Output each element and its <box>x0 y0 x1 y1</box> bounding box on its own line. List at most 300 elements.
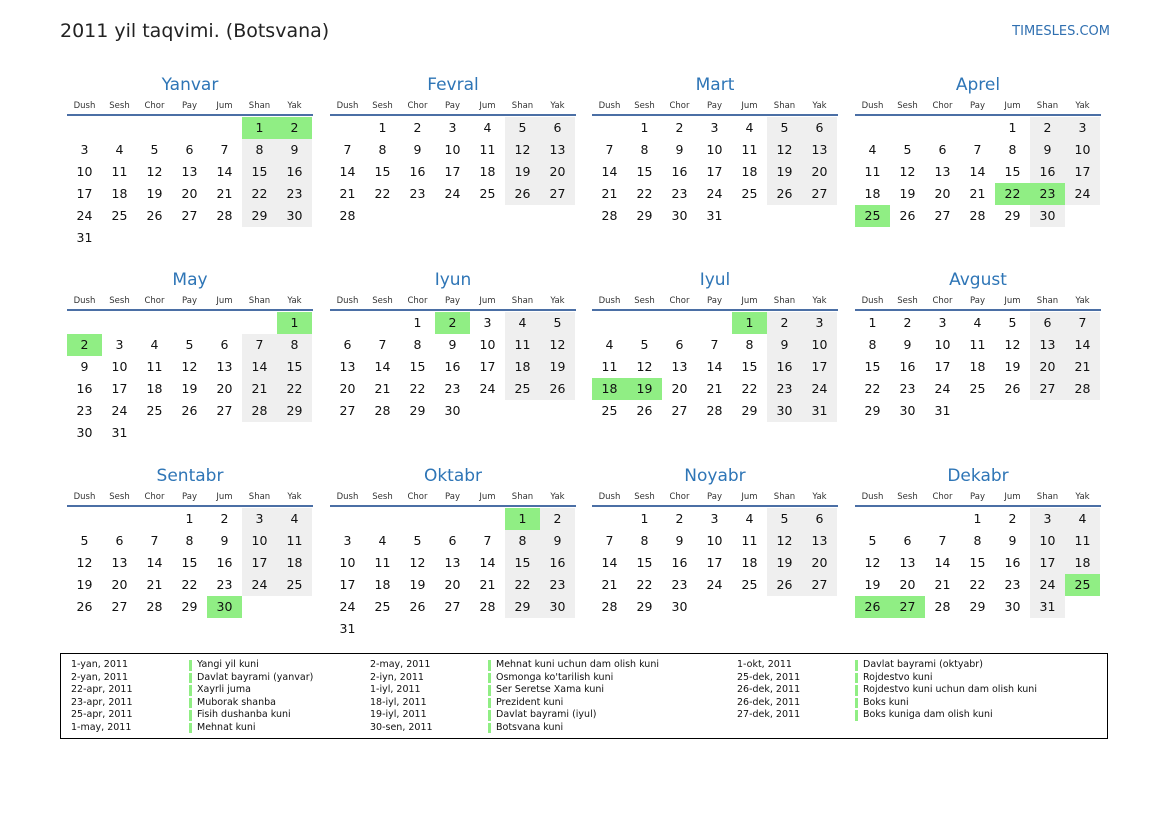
day-cell: 14 <box>339 164 356 179</box>
day-cell: 10 <box>802 334 837 356</box>
empty-cell <box>67 312 102 334</box>
day-cell: 18 <box>864 186 881 201</box>
day-cell: 23 <box>444 381 461 396</box>
day-cell: 1 <box>973 511 982 526</box>
day-cell: 22 <box>741 381 758 396</box>
day-cell: 19 <box>767 552 802 574</box>
day-cell: 28 <box>601 599 618 614</box>
weekday-header <box>592 295 838 311</box>
day-cell: 11 <box>374 555 391 570</box>
day-cell: 23 <box>1004 577 1021 592</box>
day-cell: 13 <box>802 530 837 552</box>
day-cell: 12 <box>540 334 575 356</box>
day-cell: 1 <box>378 120 387 135</box>
day-cell: 18 <box>969 359 986 374</box>
day-cell: 13 <box>111 555 128 570</box>
weekday-label: Yak <box>1075 492 1090 502</box>
weekday-header <box>330 491 576 507</box>
weekday-label: Yak <box>550 101 565 111</box>
holiday-day-cell: 1 <box>277 312 312 334</box>
day-cell: 21 <box>339 186 356 201</box>
holiday-marker <box>855 685 858 696</box>
weekday-label: Chor <box>932 492 953 502</box>
holiday-marker <box>488 698 491 709</box>
day-cell: 17 <box>706 555 723 570</box>
day-cell: 16 <box>409 164 426 179</box>
empty-cell <box>470 508 505 530</box>
day-cell: 28 <box>969 208 986 223</box>
day-cell: 15 <box>181 555 198 570</box>
weekday-label: Chor <box>144 492 165 502</box>
day-cell: 26 <box>636 403 653 418</box>
day-cell: 1 <box>640 120 649 135</box>
day-cell: 12 <box>181 359 198 374</box>
holiday-date: 1-iyl, 2011 <box>370 684 421 695</box>
month-name: May <box>172 270 208 290</box>
weekday-label: Pay <box>445 492 460 502</box>
day-grid <box>330 312 576 422</box>
month-name: Yanvar <box>161 75 219 95</box>
holiday-day-cell: 19 <box>627 378 662 400</box>
empty-cell <box>67 508 102 530</box>
day-cell: 3 <box>710 511 719 526</box>
weekday-label: Jum <box>479 296 496 306</box>
holiday-date: 25-dek, 2011 <box>737 671 801 683</box>
weekday-label: Chor <box>407 296 428 306</box>
empty-cell <box>102 508 137 530</box>
day-cell: 19 <box>899 186 916 201</box>
day-cell: 21 <box>1065 356 1100 378</box>
holiday-date: 2-yan, 2011 <box>71 671 128 683</box>
day-cell: 6 <box>343 337 352 352</box>
empty-cell <box>435 508 470 530</box>
empty-cell <box>242 312 277 334</box>
day-cell: 11 <box>111 164 128 179</box>
day-cell: 6 <box>115 533 124 548</box>
holiday-name: Davlat bayrami (iyul) <box>496 709 597 720</box>
day-grid <box>67 312 313 444</box>
weekday-label: Sesh <box>897 296 918 306</box>
day-cell: 9 <box>903 337 912 352</box>
day-cell: 17 <box>802 356 837 378</box>
day-cell: 10 <box>1030 530 1065 552</box>
holiday-date: 18-iyl, 2011 <box>370 696 427 708</box>
day-cell: 8 <box>745 337 754 352</box>
weekday-header <box>67 491 313 507</box>
day-cell: 17 <box>111 381 128 396</box>
weekday-label: Shan <box>773 492 796 502</box>
day-cell: 10 <box>706 142 723 157</box>
holiday-marker <box>855 710 858 721</box>
empty-cell <box>697 312 732 334</box>
day-cell: 24 <box>242 574 277 596</box>
holiday-name: Mehnat kuni <box>197 721 256 733</box>
holiday-marker <box>855 673 858 684</box>
weekday-label: Dush <box>598 101 621 111</box>
weekday-label: Shan <box>1036 101 1059 111</box>
weekday-label: Sesh <box>109 296 130 306</box>
weekday-label: Jum <box>1004 492 1021 502</box>
holiday-name: Davlat bayrami (oktyabr) <box>863 659 983 670</box>
day-cell: 14 <box>146 555 163 570</box>
day-cell: 12 <box>899 164 916 179</box>
empty-cell <box>137 312 172 334</box>
day-cell: 5 <box>540 312 575 334</box>
day-cell: 27 <box>444 599 461 614</box>
day-cell: 25 <box>479 186 496 201</box>
day-cell: 29 <box>505 596 540 618</box>
empty-cell <box>330 117 365 139</box>
day-cell: 26 <box>767 574 802 596</box>
day-cell: 5 <box>505 117 540 139</box>
holiday-day-cell: 2 <box>435 312 470 334</box>
day-cell: 31 <box>339 621 356 636</box>
weekday-label: Shan <box>773 101 796 111</box>
weekday-header <box>592 491 838 507</box>
empty-cell <box>137 117 172 139</box>
empty-cell <box>890 508 925 530</box>
day-cell: 13 <box>339 359 356 374</box>
day-cell: 7 <box>343 142 352 157</box>
day-cell: 16 <box>540 552 575 574</box>
weekday-label: Chor <box>932 296 953 306</box>
month-iyul <box>592 269 838 422</box>
day-cell: 8 <box>277 334 312 356</box>
day-cell: 22 <box>636 577 653 592</box>
day-cell: 14 <box>934 555 951 570</box>
holiday-day-cell: 25 <box>1065 574 1100 596</box>
day-cell: 3 <box>343 533 352 548</box>
month-oktabr <box>330 465 576 640</box>
day-cell: 12 <box>505 139 540 161</box>
day-cell: 11 <box>277 530 312 552</box>
day-cell: 27 <box>216 403 233 418</box>
day-cell: 7 <box>242 334 277 356</box>
day-cell: 15 <box>636 164 653 179</box>
day-cell: 7 <box>938 533 947 548</box>
day-cell: 17 <box>706 164 723 179</box>
empty-cell <box>137 508 172 530</box>
day-cell: 18 <box>741 164 758 179</box>
day-cell: 29 <box>636 599 653 614</box>
site-logo[interactable]: TIMESLES.COM <box>1012 24 1110 39</box>
day-cell: 18 <box>374 577 391 592</box>
day-cell: 4 <box>115 142 124 157</box>
month-name: Avgust <box>949 270 1007 290</box>
day-cell: 20 <box>181 186 198 201</box>
day-cell: 4 <box>150 337 159 352</box>
day-cell: 2 <box>903 315 912 330</box>
day-cell: 3 <box>448 120 457 135</box>
day-cell: 14 <box>242 356 277 378</box>
weekday-label: Jum <box>741 296 758 306</box>
day-cell: 19 <box>76 577 93 592</box>
day-cell: 18 <box>479 164 496 179</box>
day-cell: 14 <box>706 359 723 374</box>
holiday-name: Botsvana kuni <box>496 721 564 733</box>
weekday-label: Sesh <box>897 492 918 502</box>
day-cell: 14 <box>479 555 496 570</box>
holiday-name: Ser Seretse Xama kuni <box>496 684 605 695</box>
day-cell: 21 <box>601 577 618 592</box>
day-cell: 22 <box>181 577 198 592</box>
day-cell: 15 <box>741 359 758 374</box>
empty-cell <box>627 312 662 334</box>
day-cell: 8 <box>1008 142 1017 157</box>
weekday-label: Jum <box>479 101 496 111</box>
month-iyun <box>330 269 576 422</box>
day-cell: 2 <box>220 511 229 526</box>
day-cell: 3 <box>938 315 947 330</box>
day-cell: 2 <box>767 312 802 334</box>
month-name: Noyabr <box>684 466 746 486</box>
day-cell: 25 <box>741 577 758 592</box>
holiday-day-cell: 22 <box>995 183 1030 205</box>
holiday-name: Osmonga ko'tarilish kuni <box>496 671 614 683</box>
weekday-label: Shan <box>511 101 534 111</box>
day-cell: 18 <box>146 381 163 396</box>
day-cell: 16 <box>899 359 916 374</box>
day-cell: 7 <box>220 142 229 157</box>
day-cell: 21 <box>706 381 723 396</box>
weekday-label: Shan <box>248 101 271 111</box>
month-name: Sentabr <box>156 466 224 486</box>
day-cell: 11 <box>146 359 163 374</box>
holiday-marker <box>488 673 491 684</box>
day-cell: 4 <box>505 312 540 334</box>
day-cell: 18 <box>111 186 128 201</box>
day-cell: 6 <box>185 142 194 157</box>
weekday-label: Pay <box>445 101 460 111</box>
month-aprel <box>855 74 1101 227</box>
holiday-date: 1-okt, 2011 <box>737 659 792 670</box>
empty-cell <box>592 508 627 530</box>
day-cell: 13 <box>181 164 198 179</box>
weekday-label: Dush <box>861 101 884 111</box>
empty-cell <box>592 117 627 139</box>
day-cell: 11 <box>601 359 618 374</box>
weekday-header <box>855 491 1101 507</box>
day-cell: 24 <box>76 208 93 223</box>
day-cell: 11 <box>969 337 986 352</box>
day-cell: 15 <box>409 359 426 374</box>
day-cell: 25 <box>146 403 163 418</box>
day-cell: 28 <box>339 208 356 223</box>
day-cell: 3 <box>1030 508 1065 530</box>
holiday-date: 1-may, 2011 <box>71 721 132 733</box>
day-cell: 29 <box>409 403 426 418</box>
month-fevral <box>330 74 576 227</box>
holiday-legend <box>60 653 1108 739</box>
day-cell: 6 <box>448 533 457 548</box>
day-cell: 29 <box>181 599 198 614</box>
day-cell: 6 <box>540 117 575 139</box>
holiday-name: Prezident kuni <box>496 696 564 708</box>
day-cell: 17 <box>339 577 356 592</box>
day-cell: 13 <box>802 139 837 161</box>
weekday-header <box>330 295 576 311</box>
day-cell: 12 <box>636 359 653 374</box>
day-cell: 20 <box>934 186 951 201</box>
holiday-day-cell: 18 <box>592 378 627 400</box>
day-cell: 12 <box>76 555 93 570</box>
day-cell: 18 <box>505 356 540 378</box>
day-cell: 24 <box>479 381 496 396</box>
day-cell: 26 <box>76 599 93 614</box>
day-cell: 2 <box>675 511 684 526</box>
weekday-label: Chor <box>669 296 690 306</box>
day-cell: 13 <box>1030 334 1065 356</box>
day-cell: 14 <box>374 359 391 374</box>
day-cell: 29 <box>1004 208 1021 223</box>
day-cell: 9 <box>413 142 422 157</box>
holiday-marker <box>855 698 858 709</box>
day-cell: 5 <box>767 508 802 530</box>
day-cell: 4 <box>868 142 877 157</box>
weekday-label: Pay <box>707 101 722 111</box>
holiday-marker <box>189 685 192 696</box>
day-cell: 9 <box>675 533 684 548</box>
day-cell: 9 <box>1030 139 1065 161</box>
day-grid <box>855 312 1101 422</box>
day-cell: 4 <box>1065 508 1100 530</box>
day-cell: 23 <box>540 574 575 596</box>
day-cell: 5 <box>413 533 422 548</box>
day-cell: 27 <box>111 599 128 614</box>
day-cell: 3 <box>80 142 89 157</box>
day-cell: 8 <box>640 142 649 157</box>
month-name: Fevral <box>427 75 479 95</box>
day-cell: 19 <box>864 577 881 592</box>
weekday-label: Chor <box>669 492 690 502</box>
day-cell: 14 <box>1065 334 1100 356</box>
day-cell: 18 <box>741 555 758 570</box>
empty-cell <box>102 117 137 139</box>
day-cell: 8 <box>242 139 277 161</box>
day-cell: 11 <box>479 142 496 157</box>
day-cell: 23 <box>409 186 426 201</box>
day-grid <box>67 508 313 618</box>
empty-cell <box>207 117 242 139</box>
day-cell: 11 <box>505 334 540 356</box>
day-cell: 22 <box>636 186 653 201</box>
empty-cell <box>592 312 627 334</box>
day-cell: 2 <box>413 120 422 135</box>
day-cell: 26 <box>505 183 540 205</box>
day-cell: 13 <box>540 139 575 161</box>
weekday-label: Yak <box>812 296 827 306</box>
weekday-header <box>67 295 313 311</box>
day-cell: 9 <box>277 139 312 161</box>
day-cell: 5 <box>767 117 802 139</box>
day-cell: 23 <box>76 403 93 418</box>
day-grid <box>592 508 838 618</box>
day-cell: 4 <box>745 120 754 135</box>
day-cell: 23 <box>216 577 233 592</box>
day-cell: 9 <box>1008 533 1017 548</box>
day-cell: 10 <box>479 337 496 352</box>
weekday-label: Shan <box>773 296 796 306</box>
weekday-label: Shan <box>511 492 534 502</box>
day-cell: 5 <box>903 142 912 157</box>
weekday-label: Chor <box>407 101 428 111</box>
weekday-label: Sesh <box>634 101 655 111</box>
day-cell: 1 <box>640 511 649 526</box>
weekday-label: Shan <box>248 492 271 502</box>
weekday-label: Chor <box>407 492 428 502</box>
weekday-label: Sesh <box>634 492 655 502</box>
day-cell: 4 <box>378 533 387 548</box>
day-cell: 24 <box>1030 574 1065 596</box>
day-cell: 4 <box>483 120 492 135</box>
day-cell: 29 <box>242 205 277 227</box>
holiday-marker <box>189 723 192 734</box>
day-cell: 12 <box>409 555 426 570</box>
day-cell: 26 <box>146 208 163 223</box>
day-cell: 22 <box>969 577 986 592</box>
weekday-label: Jum <box>1004 101 1021 111</box>
day-cell: 23 <box>671 577 688 592</box>
day-cell: 9 <box>448 337 457 352</box>
day-cell: 29 <box>741 403 758 418</box>
day-cell: 28 <box>706 403 723 418</box>
holiday-marker <box>488 710 491 721</box>
day-cell: 30 <box>899 403 916 418</box>
weekday-label: Yak <box>812 101 827 111</box>
month-avgust <box>855 269 1101 422</box>
day-cell: 28 <box>146 599 163 614</box>
day-cell: 7 <box>483 533 492 548</box>
weekday-label: Jum <box>479 492 496 502</box>
month-noyabr <box>592 465 838 618</box>
day-cell: 10 <box>242 530 277 552</box>
day-cell: 14 <box>601 555 618 570</box>
day-cell: 9 <box>767 334 802 356</box>
weekday-label: Yak <box>550 296 565 306</box>
day-cell: 21 <box>601 186 618 201</box>
month-sentabr <box>67 465 313 618</box>
day-cell: 28 <box>479 599 496 614</box>
weekday-label: Jum <box>216 492 233 502</box>
day-cell: 30 <box>1030 205 1065 227</box>
day-cell: 30 <box>671 599 688 614</box>
day-cell: 16 <box>277 161 312 183</box>
holiday-date: 22-apr, 2011 <box>71 684 133 695</box>
day-cell: 9 <box>80 359 89 374</box>
empty-cell <box>207 312 242 334</box>
weekday-label: Chor <box>144 101 165 111</box>
month-name: Iyul <box>699 270 731 290</box>
day-cell: 6 <box>903 533 912 548</box>
day-cell: 20 <box>671 381 688 396</box>
day-cell: 20 <box>802 552 837 574</box>
day-cell: 16 <box>216 555 233 570</box>
day-cell: 22 <box>505 574 540 596</box>
day-cell: 20 <box>216 381 233 396</box>
day-cell: 19 <box>505 161 540 183</box>
weekday-label: Chor <box>669 101 690 111</box>
day-cell: 5 <box>1008 315 1017 330</box>
weekday-label: Jum <box>216 296 233 306</box>
day-cell: 24 <box>934 381 951 396</box>
day-cell: 13 <box>671 359 688 374</box>
day-cell: 29 <box>636 208 653 223</box>
weekday-label: Dush <box>861 492 884 502</box>
day-cell: 30 <box>277 205 312 227</box>
day-cell: 30 <box>671 208 688 223</box>
empty-cell <box>365 312 400 334</box>
weekday-label: Dush <box>336 296 359 306</box>
